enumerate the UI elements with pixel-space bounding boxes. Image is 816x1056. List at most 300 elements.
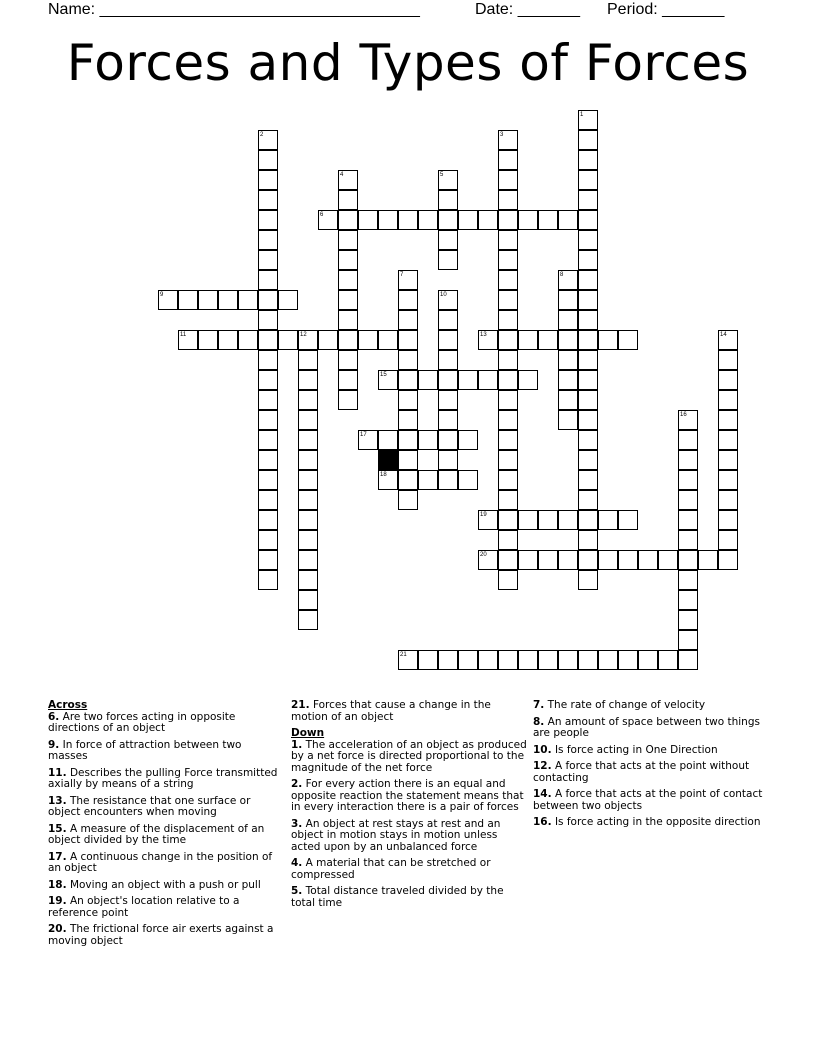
grid-cell[interactable] (518, 330, 538, 350)
grid-cell[interactable] (578, 110, 598, 130)
grid-cell[interactable] (678, 650, 698, 670)
across-clue (48, 796, 284, 819)
across-clue (48, 712, 284, 735)
grid-cell[interactable] (498, 350, 518, 370)
grid-cell[interactable] (258, 510, 278, 530)
clue-text: The rate of change of velocity (547, 699, 706, 711)
grid-cell[interactable] (258, 390, 278, 410)
grid-cell[interactable] (438, 310, 458, 330)
grid-cell[interactable] (578, 410, 598, 430)
grid-cell[interactable] (418, 430, 438, 450)
clue-number: 4. (291, 857, 303, 869)
grid-cell[interactable] (478, 210, 498, 230)
grid-cell[interactable] (438, 470, 458, 490)
grid-cell[interactable] (618, 510, 638, 530)
down-clue (291, 779, 527, 814)
grid-cell[interactable] (618, 550, 638, 570)
grid-cell[interactable] (258, 330, 278, 350)
grid-cell[interactable] (498, 210, 518, 230)
across-clue (291, 700, 527, 723)
grid-cell[interactable] (478, 550, 498, 570)
grid-cell[interactable] (538, 510, 558, 530)
grid-cell[interactable] (498, 390, 518, 410)
grid-cell[interactable] (538, 650, 558, 670)
grid-cell[interactable] (578, 150, 598, 170)
grid-cell[interactable] (558, 650, 578, 670)
grid-cell[interactable] (338, 250, 358, 270)
grid-cell[interactable] (258, 290, 278, 310)
grid-cell[interactable] (378, 330, 398, 350)
grid-cell[interactable] (398, 350, 418, 370)
grid-cell[interactable] (398, 470, 418, 490)
down-clue (533, 789, 769, 812)
grid-cell[interactable] (358, 430, 378, 450)
grid-cell[interactable] (298, 590, 318, 610)
clues-column-3 (533, 700, 769, 834)
grid-cell[interactable] (298, 470, 318, 490)
grid-cell[interactable] (438, 330, 458, 350)
grid-cell[interactable] (458, 430, 478, 450)
grid-cell[interactable] (498, 430, 518, 450)
grid-cell[interactable] (258, 410, 278, 430)
grid-cell[interactable] (278, 330, 298, 350)
grid-cell[interactable] (578, 650, 598, 670)
grid-cell[interactable] (518, 650, 538, 670)
grid-cell[interactable] (218, 290, 238, 310)
down-clue (533, 817, 769, 829)
cell-number: 15 (380, 372, 387, 378)
grid-cell[interactable] (498, 490, 518, 510)
grid-cell[interactable] (498, 510, 518, 530)
across-clue (48, 896, 284, 919)
grid-cell[interactable] (718, 330, 738, 350)
grid-cell[interactable] (258, 130, 278, 150)
grid-cell[interactable] (438, 370, 458, 390)
grid-cell[interactable] (678, 410, 698, 430)
grid-cell[interactable] (598, 510, 618, 530)
grid-cell[interactable] (418, 370, 438, 390)
grid-cell[interactable] (338, 230, 358, 250)
grid-cell[interactable] (498, 170, 518, 190)
grid-cell[interactable] (638, 550, 658, 570)
grid-cell[interactable] (198, 290, 218, 310)
grid-cell[interactable] (398, 290, 418, 310)
grid-cell[interactable] (258, 530, 278, 550)
grid-cell[interactable] (338, 290, 358, 310)
grid-cell[interactable] (578, 490, 598, 510)
grid-cell[interactable] (338, 210, 358, 230)
grid-cell[interactable] (578, 330, 598, 350)
grid-cell[interactable] (718, 410, 738, 430)
grid-cell[interactable] (478, 370, 498, 390)
grid-cell[interactable] (438, 170, 458, 190)
grid-cell[interactable] (238, 290, 258, 310)
grid-cell[interactable] (298, 450, 318, 470)
grid-cell[interactable] (298, 330, 318, 350)
cell-number: 16 (680, 412, 687, 418)
grid-cell[interactable] (518, 370, 538, 390)
name-field-label[interactable]: Name: ____________________________________ (48, 1, 420, 18)
cell-number: 18 (380, 472, 387, 478)
grid-cell[interactable] (338, 190, 358, 210)
grid-cell[interactable] (398, 650, 418, 670)
grid-cell[interactable] (658, 550, 678, 570)
grid-cell[interactable] (218, 330, 238, 350)
grid-block (378, 450, 398, 470)
clue-number: 18. (48, 878, 67, 891)
clue-number: 1. (291, 738, 303, 751)
grid-cell[interactable] (558, 510, 578, 530)
grid-cell[interactable] (338, 270, 358, 290)
clue-number: 6. (48, 710, 60, 723)
clue-number: 17. (48, 850, 67, 863)
grid-cell[interactable] (718, 350, 738, 370)
down-clue (533, 745, 769, 757)
down-heading: Down (291, 727, 325, 739)
grid-cell[interactable] (198, 330, 218, 350)
grid-cell[interactable] (598, 650, 618, 670)
grid-cell[interactable] (678, 510, 698, 530)
grid-cell[interactable] (498, 570, 518, 590)
grid-cell[interactable] (598, 330, 618, 350)
grid-cell[interactable] (558, 390, 578, 410)
grid-cell[interactable] (258, 190, 278, 210)
clue-text: A force that acts at the point of contact between two objects (533, 788, 763, 812)
grid-cell[interactable] (498, 470, 518, 490)
grid-cell[interactable] (398, 490, 418, 510)
grid-cell[interactable] (578, 170, 598, 190)
grid-cell[interactable] (418, 210, 438, 230)
grid-cell[interactable] (558, 550, 578, 570)
grid-cell[interactable] (258, 470, 278, 490)
grid-cell[interactable] (498, 230, 518, 250)
grid-cell[interactable] (498, 290, 518, 310)
clue-number: 19. (48, 895, 67, 907)
grid-cell[interactable] (718, 390, 738, 410)
grid-cell[interactable] (658, 650, 678, 670)
grid-cell[interactable] (338, 370, 358, 390)
grid-cell[interactable] (558, 410, 578, 430)
grid-cell[interactable] (698, 550, 718, 570)
grid-cell[interactable] (618, 330, 638, 350)
grid-cell[interactable] (558, 290, 578, 310)
grid-cell[interactable] (498, 130, 518, 150)
grid-cell[interactable] (498, 550, 518, 570)
grid-cell[interactable] (578, 290, 598, 310)
grid-cell[interactable] (438, 410, 458, 430)
grid-cell[interactable] (298, 610, 318, 630)
down-clue (533, 761, 769, 784)
clue-text: Forces that cause a change in the motion of an object (291, 699, 491, 723)
clue-number: 13. (48, 794, 67, 807)
grid-cell[interactable] (518, 210, 538, 230)
grid-cell[interactable] (518, 510, 538, 530)
grid-cell[interactable] (438, 290, 458, 310)
clue-number: 7. (533, 699, 545, 711)
grid-cell[interactable] (478, 330, 498, 350)
grid-cell[interactable] (718, 490, 738, 510)
grid-cell[interactable] (298, 530, 318, 550)
grid-cell[interactable] (498, 410, 518, 430)
clue-text: A material that can be stretched or compressed (291, 857, 491, 881)
grid-cell[interactable] (258, 270, 278, 290)
grid-cell[interactable] (718, 550, 738, 570)
across-clue (48, 824, 284, 847)
grid-cell[interactable] (378, 430, 398, 450)
grid-cell[interactable] (578, 350, 598, 370)
grid-cell[interactable] (718, 530, 738, 550)
cell-number: 7 (400, 272, 404, 278)
clue-text: Is force acting in One Direction (554, 743, 718, 756)
grid-cell[interactable] (398, 450, 418, 470)
grid-cell[interactable] (298, 350, 318, 370)
clue-text: An amount of space between two things are people (533, 715, 760, 739)
grid-cell[interactable] (338, 170, 358, 190)
grid-cell[interactable] (298, 510, 318, 530)
down-clue (533, 717, 769, 740)
clue-number: 11. (48, 766, 67, 779)
cell-number: 3 (500, 132, 504, 138)
grid-cell[interactable] (438, 230, 458, 250)
grid-cell[interactable] (338, 390, 358, 410)
across-clue (48, 852, 284, 875)
grid-cell[interactable] (318, 330, 338, 350)
grid-cell[interactable] (498, 530, 518, 550)
grid-cell[interactable] (438, 210, 458, 230)
grid-cell[interactable] (538, 210, 558, 230)
grid-cell[interactable] (178, 330, 198, 350)
grid-cell[interactable] (298, 390, 318, 410)
clue-text: A continuous change in the position of an object (48, 850, 273, 874)
grid-cell[interactable] (258, 170, 278, 190)
grid-cell[interactable] (718, 510, 738, 530)
down-clue (533, 700, 769, 712)
clue-number: 9. (48, 738, 60, 751)
grid-cell[interactable] (518, 550, 538, 570)
grid-cell[interactable] (398, 330, 418, 350)
grid-cell[interactable] (678, 470, 698, 490)
clue-text: Is force acting in the opposite direction (554, 816, 761, 828)
grid-cell[interactable] (478, 650, 498, 670)
grid-cell[interactable] (398, 410, 418, 430)
grid-cell[interactable] (398, 270, 418, 290)
grid-cell[interactable] (578, 450, 598, 470)
grid-cell[interactable] (558, 210, 578, 230)
grid-cell[interactable] (558, 350, 578, 370)
grid-cell[interactable] (258, 370, 278, 390)
grid-cell[interactable] (258, 570, 278, 590)
grid-cell[interactable] (578, 130, 598, 150)
grid-cell[interactable] (498, 150, 518, 170)
down-clue (291, 740, 527, 775)
grid-cell[interactable] (678, 550, 698, 570)
cell-number: 1 (580, 112, 584, 118)
grid-cell[interactable] (438, 430, 458, 450)
grid-cell[interactable] (578, 390, 598, 410)
grid-cell[interactable] (578, 570, 598, 590)
grid-cell[interactable] (438, 450, 458, 470)
grid-cell[interactable] (598, 550, 618, 570)
clue-text: An object's location relative to a reference point (48, 895, 240, 919)
grid-cell[interactable] (298, 490, 318, 510)
cell-number: 19 (480, 512, 487, 518)
clue-text: Describes the pulling Force transmitted axially by means of a string (48, 766, 278, 790)
grid-cell[interactable] (718, 370, 738, 390)
grid-cell[interactable] (678, 630, 698, 650)
grid-cell[interactable] (578, 270, 598, 290)
grid-cell[interactable] (438, 350, 458, 370)
grid-cell[interactable] (678, 530, 698, 550)
clue-number: 12. (533, 760, 552, 772)
grid-cell[interactable] (258, 210, 278, 230)
grid-cell[interactable] (678, 450, 698, 470)
grid-cell[interactable] (278, 290, 298, 310)
grid-cell[interactable] (258, 230, 278, 250)
grid-cell[interactable] (358, 210, 378, 230)
grid-cell[interactable] (538, 550, 558, 570)
grid-cell[interactable] (438, 650, 458, 670)
date-field-label[interactable]: Date: _______ (475, 1, 580, 18)
clue-text: A force that acts at the point without contacting (533, 760, 750, 784)
across-heading: Across (48, 699, 88, 711)
grid-cell[interactable] (438, 390, 458, 410)
across-clue (48, 924, 284, 947)
grid-cell[interactable] (438, 190, 458, 210)
clues-column-2 (291, 700, 527, 914)
grid-cell[interactable] (498, 250, 518, 270)
cell-number: 21 (400, 652, 407, 658)
grid-cell[interactable] (578, 370, 598, 390)
grid-cell[interactable] (298, 370, 318, 390)
grid-cell[interactable] (318, 210, 338, 230)
grid-cell[interactable] (338, 330, 358, 350)
clue-text: An object at rest stays at rest and an object in motion stays in motion unless acted upon by an unbalanced force (291, 817, 501, 853)
across-clue (48, 880, 284, 892)
clue-text: The acceleration of an object as produced by a net force is directed proportional to the magnitude of the net force (291, 738, 527, 774)
grid-cell[interactable] (578, 550, 598, 570)
grid-cell[interactable] (378, 370, 398, 390)
grid-cell[interactable] (578, 190, 598, 210)
grid-cell[interactable] (258, 490, 278, 510)
grid-cell[interactable] (578, 230, 598, 250)
grid-cell[interactable] (618, 650, 638, 670)
cell-number: 10 (440, 292, 447, 298)
grid-cell[interactable] (338, 350, 358, 370)
grid-cell[interactable] (418, 470, 438, 490)
grid-cell[interactable] (678, 490, 698, 510)
grid-cell[interactable] (178, 290, 198, 310)
cell-number: 20 (480, 552, 487, 558)
grid-cell[interactable] (298, 550, 318, 570)
grid-cell[interactable] (538, 330, 558, 350)
grid-cell[interactable] (498, 370, 518, 390)
cell-number: 2 (260, 132, 264, 138)
grid-cell[interactable] (298, 570, 318, 590)
cell-number: 14 (720, 332, 727, 338)
grid-cell[interactable] (578, 250, 598, 270)
grid-cell[interactable] (718, 450, 738, 470)
clue-number: 8. (533, 715, 545, 728)
grid-cell[interactable] (398, 430, 418, 450)
clues-column-1 (48, 700, 284, 952)
grid-cell[interactable] (358, 330, 378, 350)
grid-cell[interactable] (498, 190, 518, 210)
grid-cell[interactable] (398, 310, 418, 330)
clue-number: 2. (291, 778, 303, 790)
grid-cell[interactable] (578, 310, 598, 330)
grid-cell[interactable] (498, 310, 518, 330)
period-field-label[interactable]: Period: _______ (607, 1, 725, 18)
grid-cell[interactable] (678, 570, 698, 590)
grid-cell[interactable] (498, 450, 518, 470)
grid-cell[interactable] (678, 590, 698, 610)
grid-cell[interactable] (498, 270, 518, 290)
across-clue (48, 740, 284, 763)
grid-cell[interactable] (258, 150, 278, 170)
grid-cell[interactable] (578, 210, 598, 230)
grid-cell[interactable] (418, 650, 438, 670)
grid-cell[interactable] (718, 470, 738, 490)
grid-cell[interactable] (398, 370, 418, 390)
grid-cell[interactable] (258, 350, 278, 370)
clue-number: 5. (291, 885, 303, 897)
grid-cell[interactable] (338, 310, 358, 330)
grid-cell[interactable] (558, 270, 578, 290)
clue-text: For every action there is an equal and opposite reaction the statement means that in every interaction there is a pair of forces (291, 778, 524, 813)
grid-cell[interactable] (578, 530, 598, 550)
grid-cell[interactable] (578, 470, 598, 490)
grid-cell[interactable] (498, 650, 518, 670)
grid-cell[interactable] (678, 610, 698, 630)
grid-cell[interactable] (378, 470, 398, 490)
grid-cell[interactable] (258, 550, 278, 570)
grid-cell[interactable] (558, 330, 578, 350)
grid-cell[interactable] (438, 250, 458, 270)
clue-number: 16. (533, 816, 552, 828)
grid-cell[interactable] (158, 290, 178, 310)
grid-cell[interactable] (458, 470, 478, 490)
grid-cell[interactable] (458, 650, 478, 670)
grid-cell[interactable] (578, 510, 598, 530)
grid-cell[interactable] (498, 330, 518, 350)
grid-cell[interactable] (458, 210, 478, 230)
cell-number: 17 (360, 432, 367, 438)
grid-cell[interactable] (258, 250, 278, 270)
clue-number: 20. (48, 923, 67, 935)
grid-cell[interactable] (298, 430, 318, 450)
grid-cell[interactable] (238, 330, 258, 350)
grid-cell[interactable] (558, 310, 578, 330)
grid-cell[interactable] (298, 410, 318, 430)
grid-cell[interactable] (678, 430, 698, 450)
grid-cell[interactable] (478, 510, 498, 530)
grid-cell[interactable] (258, 310, 278, 330)
clue-text: Total distance traveled divided by the total time (291, 885, 504, 909)
down-clue (291, 858, 527, 881)
grid-cell[interactable] (638, 650, 658, 670)
grid-cell[interactable] (398, 210, 418, 230)
grid-cell[interactable] (458, 370, 478, 390)
grid-cell[interactable] (258, 430, 278, 450)
across-clue (48, 768, 284, 791)
grid-cell[interactable] (398, 390, 418, 410)
grid-cell[interactable] (258, 450, 278, 470)
grid-cell[interactable] (718, 430, 738, 450)
grid-cell[interactable] (558, 370, 578, 390)
grid-cell[interactable] (578, 430, 598, 450)
cell-number: 6 (320, 212, 324, 218)
grid-cell[interactable] (378, 210, 398, 230)
